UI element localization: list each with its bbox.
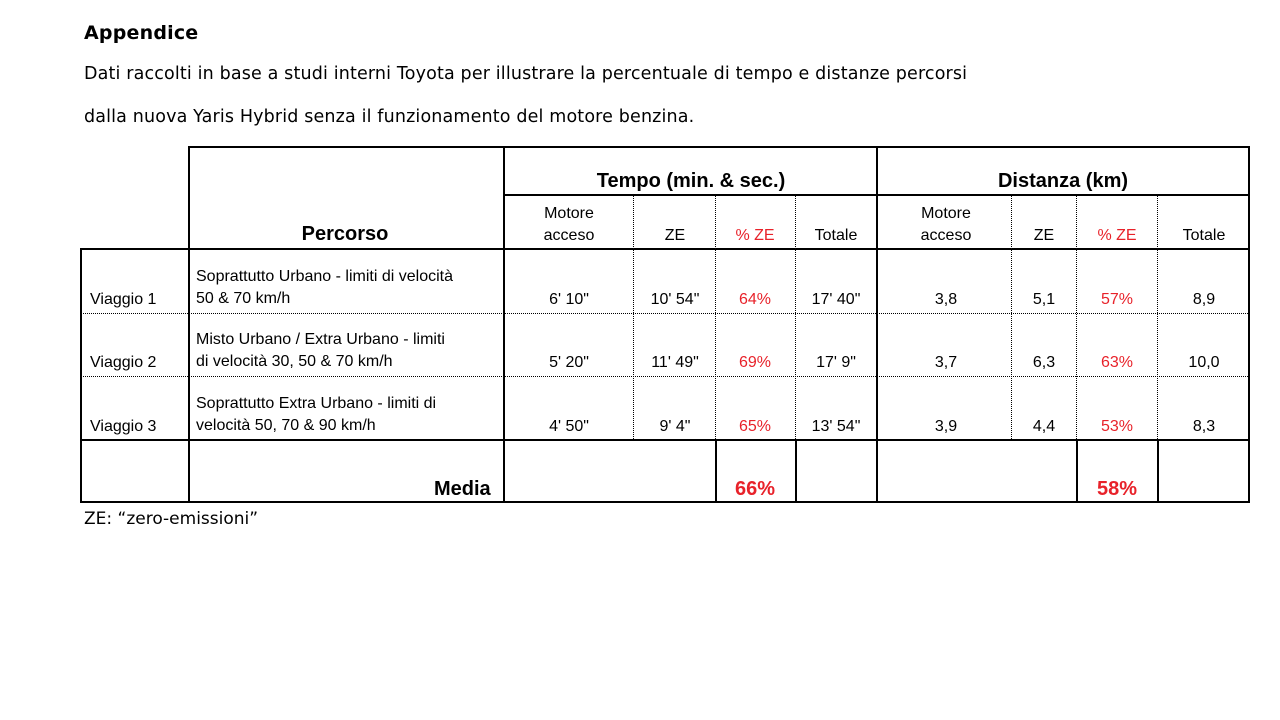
table-col-distanza-divider [876, 146, 878, 503]
dotted-col-4 [1011, 196, 1012, 439]
intro-text-line-1: Dati raccolti in base a studi interni Toyota per illustrare la percentuale di tempo e distanze percorsi [84, 64, 968, 84]
row-1-desc-line-1: Soprattutto Urbano - limiti di velocità [196, 268, 453, 285]
row-1-desc-line-2: 50 & 70 km/h [196, 290, 291, 307]
row-3-label: Viaggio 3 [90, 418, 157, 435]
dotted-col-6 [1157, 196, 1158, 439]
header-percorso: Percorso [301, 223, 389, 245]
row-3-tempo-motore: 4' 50" [549, 418, 589, 435]
dotted-col-3 [795, 196, 796, 439]
subheader-tempo-motore-1: Motore [544, 205, 594, 222]
row-2-distanza-motore: 3,7 [934, 354, 958, 371]
header-distanza: Distanza (km) [997, 170, 1129, 192]
subheader-distanza-totale: Totale [1182, 227, 1226, 244]
row-1-tempo-motore: 6' 10" [549, 291, 589, 308]
media-label: Media [434, 478, 491, 500]
table-border-right [1248, 146, 1250, 503]
table-border-top [188, 146, 1250, 148]
subheader-tempo-ze: ZE [664, 227, 686, 244]
row-2-tempo-totale: 17' 9" [816, 354, 856, 371]
media-distanza-pct: 58% [1096, 478, 1138, 500]
subheader-distanza-motore-1: Motore [921, 205, 971, 222]
appendix-heading: Appendice [84, 22, 199, 44]
dotted-col-1 [633, 196, 634, 439]
row-2-tempo-motore: 5' 20" [549, 354, 589, 371]
subheader-distanza-ze: ZE [1033, 227, 1055, 244]
table-header-bottom [80, 248, 1250, 250]
dotted-col-2 [715, 196, 716, 439]
row-2-desc-line-2: di velocità 30, 50 & 70 km/h [196, 353, 393, 370]
media-divider-1 [715, 439, 717, 503]
row-2-desc-line-1: Misto Urbano / Extra Urbano - limiti [196, 331, 445, 348]
table-media-top [80, 439, 1250, 441]
row-2-distanza-pct: 63% [1100, 354, 1134, 371]
table-border-bottom [80, 501, 1250, 503]
table-col-label-divider [188, 146, 190, 503]
subheader-distanza-pct-ze: % ZE [1097, 227, 1137, 244]
subheader-tempo-motore-2: acceso [543, 227, 595, 244]
intro-text-line-2: dalla nuova Yaris Hybrid senza il funzionamento del motore benzina. [84, 107, 695, 127]
row-3-desc-line-1: Soprattutto Extra Urbano - limiti di [196, 395, 437, 412]
row-1-tempo-totale: 17' 40" [811, 291, 861, 308]
row-2-label: Viaggio 2 [90, 354, 157, 371]
dotted-row-1 [80, 313, 1250, 314]
row-3-distanza-totale: 8,3 [1192, 418, 1216, 435]
row-1-distanza-motore: 3,8 [934, 291, 958, 308]
row-2-tempo-ze: 11' 49" [651, 354, 699, 371]
dotted-col-5 [1076, 196, 1077, 439]
subheader-distanza-motore-2: acceso [920, 227, 972, 244]
row-2-distanza-ze: 6,3 [1032, 354, 1056, 371]
row-3-distanza-motore: 3,9 [934, 418, 958, 435]
row-3-tempo-ze: 9' 4" [659, 418, 691, 435]
row-3-tempo-totale: 13' 54" [811, 418, 861, 435]
media-divider-3 [1076, 439, 1078, 503]
row-1-tempo-ze: 10' 54" [650, 291, 700, 308]
row-1-distanza-pct: 57% [1100, 291, 1134, 308]
media-divider-2 [795, 439, 797, 503]
row-1-tempo-pct: 64% [738, 291, 772, 308]
row-1-distanza-totale: 8,9 [1192, 291, 1216, 308]
footnote: ZE: “zero-emissioni” [84, 509, 259, 529]
row-1-label: Viaggio 1 [90, 291, 157, 308]
row-3-distanza-pct: 53% [1100, 418, 1134, 435]
row-3-tempo-pct: 65% [738, 418, 772, 435]
media-tempo-pct: 66% [734, 478, 776, 500]
dotted-row-2 [80, 376, 1250, 377]
subheader-tempo-totale: Totale [814, 227, 858, 244]
media-divider-4 [1157, 439, 1159, 503]
header-tempo: Tempo (min. & sec.) [596, 170, 786, 192]
row-2-distanza-totale: 10,0 [1188, 354, 1220, 371]
table-col-tempo-divider [503, 146, 505, 503]
row-3-distanza-ze: 4,4 [1032, 418, 1056, 435]
row-3-desc-line-2: velocità 50, 70 & 90 km/h [196, 417, 376, 434]
row-1-distanza-ze: 5,1 [1032, 291, 1056, 308]
subheader-tempo-pct-ze: % ZE [735, 227, 775, 244]
row-2-tempo-pct: 69% [738, 354, 772, 371]
